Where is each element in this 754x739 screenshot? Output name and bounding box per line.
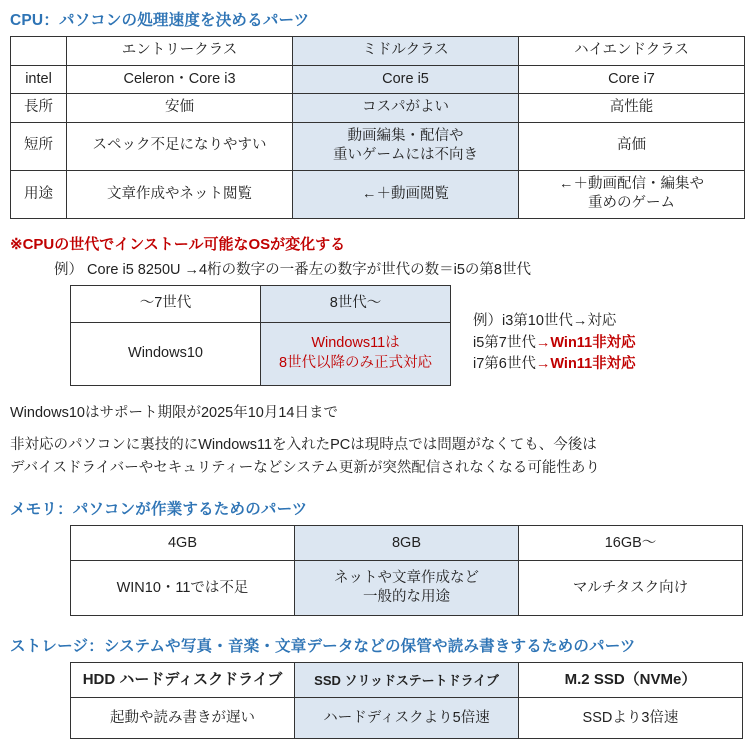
mem-col-1: 8GB <box>295 526 519 561</box>
cpu-cell-0-2: Core i7 <box>519 65 745 94</box>
sto-cell-0: 起動や読み書きが遅い <box>71 698 295 739</box>
os-note-example: 例） Core i5 8250U →4桁の数字の一番左の数字が世代の数＝i5の第8世代 <box>54 261 531 278</box>
cpu-cell-3-2: ←＋動画配信・編集や 重めのゲーム <box>519 170 745 218</box>
cpu-col-0 <box>11 37 67 66</box>
table-row <box>71 698 743 739</box>
cpu-cell-1-2: 高性能 <box>519 94 745 123</box>
table-row <box>71 561 743 616</box>
sto-col-2: M.2 SSD（NVMe） <box>519 663 743 698</box>
cpu-row-label-0: intel <box>11 65 67 94</box>
cpu-table <box>10 36 745 219</box>
os-section <box>10 285 744 386</box>
paragraph-2: デバイスドライバーやセキュリティーなどシステム更新が突然配信されなくなる可能性あり <box>10 459 600 476</box>
mem-col-2: 16GB〜 <box>519 526 743 561</box>
os-side-line-1-red: →Win11非対応 <box>535 334 636 351</box>
cpu-col-1: エントリークラス <box>67 37 293 66</box>
cpu-cell-0-0: Celeron・Core i3 <box>67 65 293 94</box>
memory-heading: メモリ：パソコンが作業するためのパーツ <box>10 501 308 519</box>
sto-cell-1: ハードディスクより5倍速 <box>295 698 519 739</box>
os-side-line-1 <box>473 333 636 355</box>
os-col-0: 〜7世代 <box>71 285 261 322</box>
os-cell-0: Windows10 <box>71 322 261 385</box>
cpu-cell-3-0: 文章作成やネット閲覧 <box>67 170 293 218</box>
os-col-1: 8世代〜 <box>261 285 451 322</box>
sto-col-1: SSD ソリッドステートドライブ <box>295 663 519 698</box>
table-row <box>71 322 451 385</box>
cpu-cell-2-0: スペック不足になりやすい <box>67 122 293 170</box>
table-row <box>11 122 745 170</box>
table-row <box>11 94 745 123</box>
storage-heading: ストレージ：システムや写真・音楽・文章データなどの保管や読み書きするためのパーツ <box>10 638 636 656</box>
table-row <box>11 37 745 66</box>
cpu-cell-1-0: 安価 <box>67 94 293 123</box>
os-side-notes <box>473 285 636 376</box>
table-row <box>71 526 743 561</box>
storage-table <box>70 662 743 739</box>
os-table <box>70 285 451 386</box>
sto-col-0: HDD ハードディスクドライブ <box>71 663 295 698</box>
sto-cell-2: SSDより3倍速 <box>519 698 743 739</box>
cpu-row-label-2: 短所 <box>11 122 67 170</box>
mem-cell-1: ネットや文章作成など 一般的な用途 <box>295 561 519 616</box>
mem-cell-0: WIN10・11では不足 <box>71 561 295 616</box>
mem-cell-2: マルチタスク向け <box>519 561 743 616</box>
cpu-col-3: ハイエンドクラス <box>519 37 745 66</box>
cpu-cell-1-1: コスパがよい <box>293 94 519 123</box>
os-side-line-1-prefix: i5第7世代 <box>473 334 536 351</box>
paragraph-0: Windows10はサポート期限が2025年10月14日まで <box>10 404 338 421</box>
cpu-row-label-3: 用途 <box>11 170 67 218</box>
table-row <box>71 285 451 322</box>
mem-col-0: 4GB <box>71 526 295 561</box>
cpu-heading: CPU：パソコンの処理速度を決めるパーツ <box>10 12 310 29</box>
cpu-row-label-1: 長所 <box>11 94 67 123</box>
os-side-line-2 <box>473 354 636 376</box>
cpu-cell-2-1: 動画編集・配信や 重いゲームには不向き <box>293 122 519 170</box>
cpu-col-2: ミドルクラス <box>293 37 519 66</box>
os-side-line-0: 例）i3第10世代→対応 <box>473 312 617 329</box>
paragraph-block <box>10 402 744 479</box>
os-side-line-2-red: →Win11非対応 <box>535 356 636 373</box>
os-note-title: ※CPUの世代でインストール可能なOSが変化する <box>10 235 346 253</box>
cpu-cell-2-2: 高価 <box>519 122 745 170</box>
table-row <box>11 170 745 218</box>
table-row <box>71 663 743 698</box>
os-side-line-2-prefix: i7第6世代 <box>473 356 536 373</box>
table-row <box>11 65 745 94</box>
cpu-cell-0-1: Core i5 <box>293 65 519 94</box>
memory-table <box>70 525 743 616</box>
cpu-cell-3-1: ←＋動画閲覧 <box>293 170 519 218</box>
os-cell-1: Windows11は 8世代以降のみ正式対応 <box>261 322 451 385</box>
paragraph-1: 非対応のパソコンに裏技的にWindows11を入れたPCは現時点では問題がなくても、今後は <box>10 437 597 454</box>
